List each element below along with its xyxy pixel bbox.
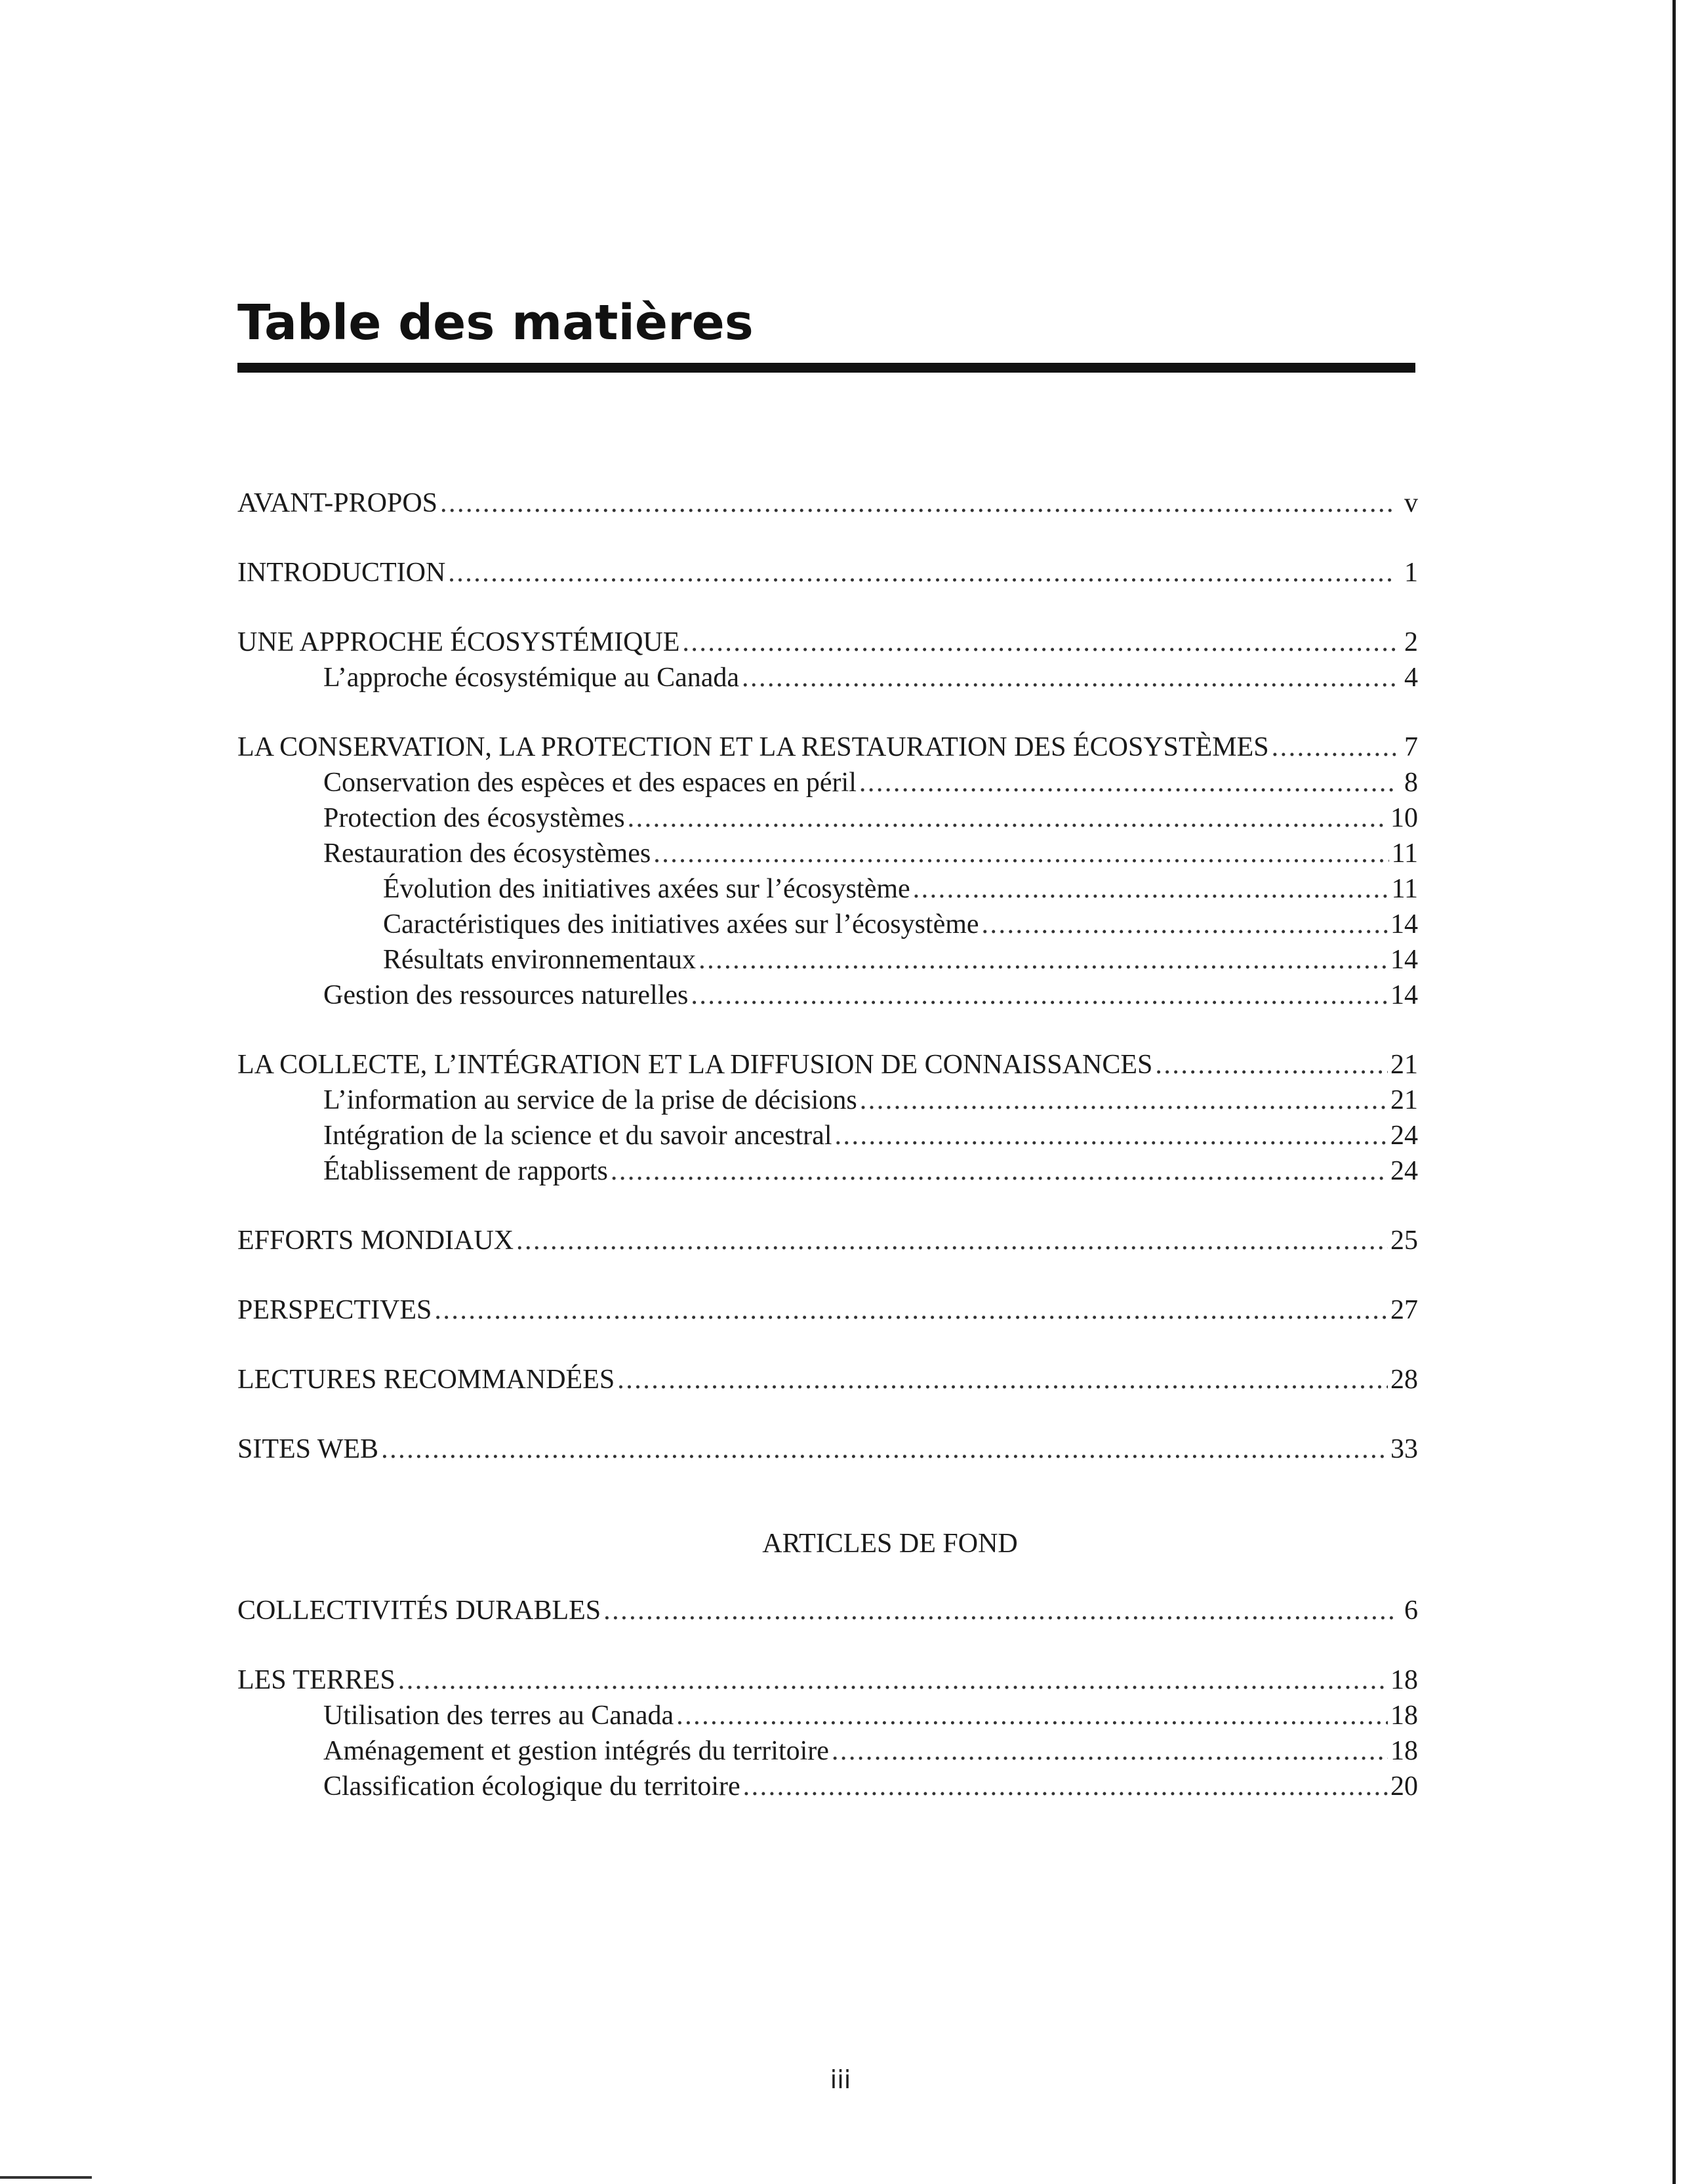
toc-entry-page: 25 [1390,1226,1418,1256]
page-title: Table des matières [237,295,754,351]
dot-leader [860,1082,1388,1118]
toc-entry-label: Résultats environnementaux [383,945,697,975]
toc-entry-page: v [1404,488,1418,518]
toc-entry[interactable] [237,1432,1418,1467]
toc-entry-page: 10 [1390,803,1418,833]
dot-leader [448,555,1396,590]
toc-entry[interactable] [237,907,1418,942]
article-entry[interactable] [237,1769,1418,1804]
dot-leader [1155,1047,1388,1082]
toc-entry-page: 33 [1390,1434,1418,1464]
toc-entry-page: 28 [1390,1365,1418,1395]
toc-entry[interactable] [237,1362,1418,1397]
dot-leader [1272,730,1396,765]
dot-leader [859,765,1396,800]
article-entry[interactable] [237,1593,1418,1628]
toc-entry-page: 20 [1390,1771,1418,1802]
dot-leader [982,907,1388,942]
toc-entry-page: 18 [1390,1700,1418,1731]
toc-entry[interactable] [237,730,1418,765]
dot-leader [676,1698,1388,1733]
dot-leader [381,1432,1388,1467]
toc-entry[interactable] [237,485,1418,521]
scan-edge-bottom [0,2176,92,2179]
toc-entry-page: 4 [1404,663,1418,693]
toc-entry[interactable] [237,871,1418,907]
toc-entry-page: 8 [1404,768,1418,798]
toc-entry-page: 27 [1390,1295,1418,1325]
dot-leader [834,1118,1388,1153]
toc-entry[interactable] [237,625,1418,660]
toc-entry[interactable] [237,1082,1418,1118]
toc-entry-page: 14 [1390,945,1418,975]
table-of-contents [237,485,1418,1804]
toc-entry-label: Aménagement et gestion intégrés du territoire [323,1736,829,1766]
toc-entry[interactable] [237,555,1418,590]
toc-entry[interactable] [237,836,1418,871]
toc-entry-label: LA CONSERVATION, LA PROTECTION ET LA RESTAURATION DES ÉCOSYSTÈMES [237,732,1269,762]
toc-entry-label: AVANT-PROPOS [237,488,438,518]
dot-leader [440,485,1396,521]
toc-entry-label: LECTURES RECOMMANDÉES [237,1365,615,1395]
toc-entry[interactable] [237,660,1418,695]
dot-leader [682,625,1396,660]
toc-entry-page: 24 [1390,1156,1418,1186]
dot-leader [398,1662,1388,1698]
toc-entry-page: 7 [1404,732,1418,762]
toc-entry-label: L’information au service de la prise de décisions [323,1085,857,1115]
toc-entry[interactable] [237,1223,1418,1258]
toc-entry-page: 11 [1391,838,1418,869]
dot-leader [832,1733,1388,1769]
article-entry[interactable] [237,1662,1418,1698]
toc-entry-label: Gestion des ressources naturelles [323,980,689,1010]
toc-entry-page: 2 [1404,627,1418,657]
toc-entry-label: UNE APPROCHE ÉCOSYSTÉMIQUE [237,627,680,657]
dot-leader [628,800,1388,836]
dot-leader [742,660,1396,695]
toc-entry[interactable] [237,1153,1418,1189]
toc-entry-page: 24 [1390,1121,1418,1151]
toc-entry-label: INTRODUCTION [237,558,446,588]
toc-entry-page: 11 [1391,874,1418,904]
toc-entry-page: 6 [1404,1596,1418,1626]
title-rule [237,363,1415,373]
page-number: iii [830,2065,851,2094]
article-entry[interactable] [237,1733,1418,1769]
toc-entry-label: Restauration des écosystèmes [323,838,651,869]
dot-leader [653,836,1388,871]
toc-entry-page: 18 [1390,1736,1418,1766]
dot-leader [743,1769,1388,1804]
dot-leader [434,1292,1388,1328]
toc-entry-label: Classification écologique du territoire [323,1771,740,1802]
dot-leader [699,942,1388,978]
toc-entry-label: LA COLLECTE, L’INTÉGRATION ET LA DIFFUSION DE CONNAISSANCES [237,1050,1153,1080]
toc-entry-label: PERSPECTIVES [237,1295,432,1325]
toc-entry-label: Utilisation des terres au Canada [323,1700,674,1731]
toc-entry-label: COLLECTIVITÉS DURABLES [237,1596,601,1626]
dot-leader [516,1223,1388,1258]
dot-leader [617,1362,1388,1397]
dot-leader [691,978,1388,1013]
toc-entry-label: Établissement de rapports [323,1156,608,1186]
toc-entry[interactable] [237,942,1418,978]
toc-entry-page: 21 [1390,1050,1418,1080]
toc-entry-label: Protection des écosystèmes [323,803,625,833]
toc-entry-page: 14 [1390,980,1418,1010]
scan-edge [1672,0,1676,2184]
toc-entry[interactable] [237,1118,1418,1153]
toc-entry-page: 21 [1390,1085,1418,1115]
toc-entry-label: EFFORTS MONDIAUX [237,1226,514,1256]
toc-entry-label: Intégration de la science et du savoir ancestral [323,1121,832,1151]
dot-leader [603,1593,1396,1628]
toc-entry-label: Caractéristiques des initiatives axées sur l’écosystème [383,909,979,939]
articles-heading: ARTICLES DE FOND [762,1529,1018,1559]
toc-entry[interactable] [237,800,1418,836]
toc-entry-page: 1 [1404,558,1418,588]
toc-entry-label: SITES WEB [237,1434,379,1464]
toc-entry-label: L’approche écosystémique au Canada [323,663,740,693]
toc-entry[interactable] [237,765,1418,800]
toc-entry-label: Conservation des espèces et des espaces en péril [323,768,857,798]
article-entry[interactable] [237,1698,1418,1733]
toc-entry-label: Évolution des initiatives axées sur l’écosystème [383,874,910,904]
toc-entry-page: 14 [1390,909,1418,939]
dot-leader [611,1153,1388,1189]
toc-entry[interactable] [237,978,1418,1013]
dot-leader [913,871,1389,907]
toc-entry[interactable] [237,1292,1418,1328]
toc-entry-page: 18 [1390,1665,1418,1695]
toc-entry[interactable] [237,1047,1418,1082]
toc-entry-label: LES TERRES [237,1665,395,1695]
